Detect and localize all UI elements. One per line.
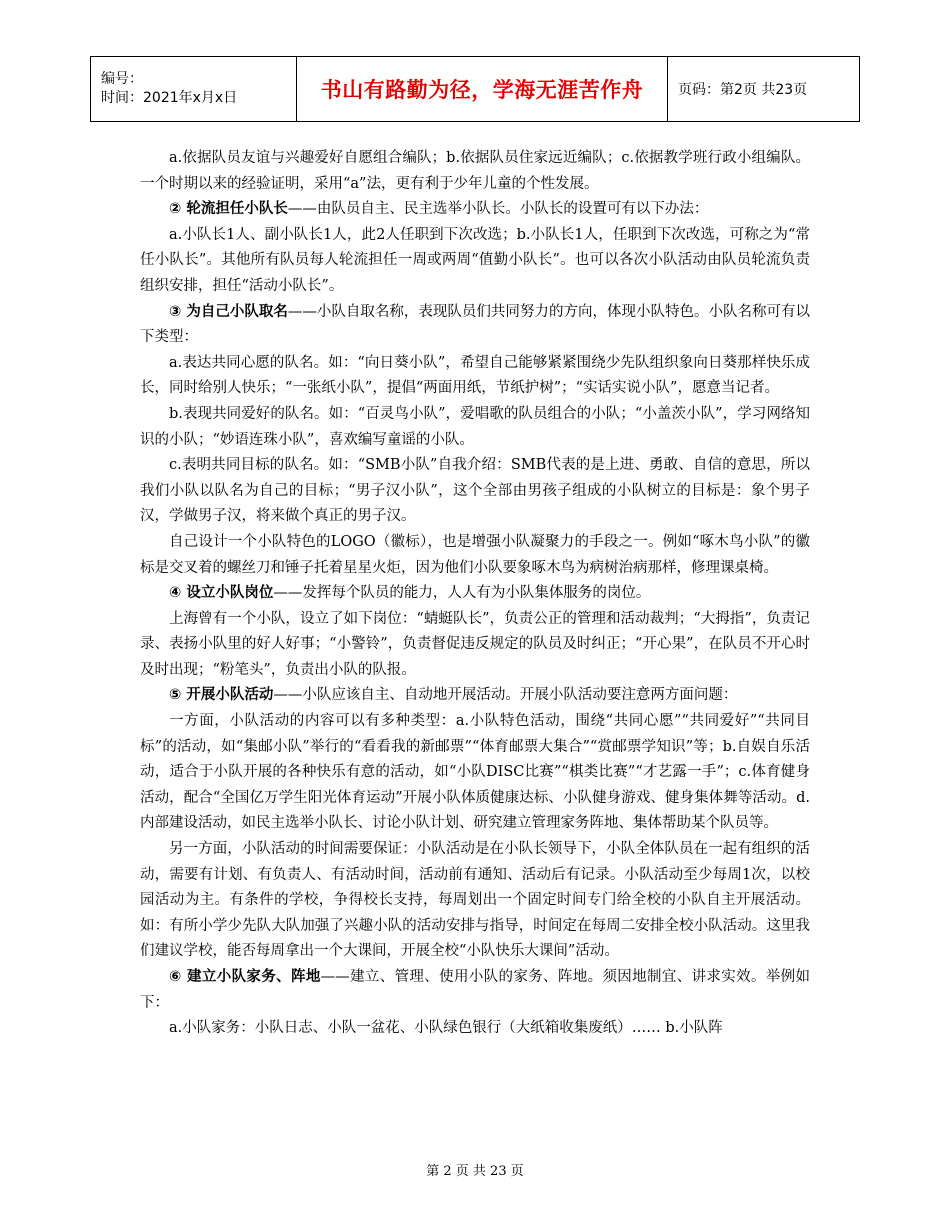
paragraph-text: 上海曾有一个小队，设立了如下岗位：“蜻蜓队长”，负责公正的管理和活动裁判；“大拇指”，负责记录、表扬小队里的好人好事；“小警铃”，负责督促违反规定的队员及时纠正；“开心果”，在队员不开心时及时出现；“粉笔头”，负责出小队的队报。 — [140, 610, 810, 678]
section-heading: ③ 为自己小队取名 — [169, 303, 288, 320]
document-number-label: 编号： — [101, 71, 143, 87]
paragraph-text: 一方面，小队活动的内容可以有多种类型：a.小队特色活动，围绕“共同心愿”“共同爱好”“共同目标”的活动，如“集邮小队”举行的“看看我的新邮票”“体育邮票大集合”“赏邮票学知识”等；b.自娱自乐活动，适合于小队开展的各种快乐有意的活动，如“小队DISC比赛”“棋类比赛”“才艺露一手”；c.体育健身活动，配合“全国亿万学生阳光体育运动”开展小队体质健康达标、小队健身游戏、健身集体舞等活动。d.内部建设活动，如民主选举小队长、讨论小队计划、研究建立管理家务阵地、集体帮助某个队员等。 — [140, 713, 810, 832]
paragraph-text: ——发挥每个队员的能力，人人有为小队集体服务的岗位。 — [273, 585, 651, 602]
paragraph-text: 另一方面，小队活动的时间需要保证：小队活动是在小队长领导下，小队全体队员在一起有组织的活动，需要有计划、有负责人、有活动时间，活动前有通知、活动后有记录。小队活动至少每周1次，以校园活动为主。有条件的学校，争得校长支持，每周划出一个固定时间专门给全校的小队自主开展活动。如：有所小学少先队大队加强了兴趣小队的活动安排与指导，时间定在每周二安排全校小队活动。这里我们建议学校，能否每周拿出一个大课间，开展全校“小队快乐大课间”活动。 — [140, 841, 810, 960]
paragraph-text: a.表达共同心愿的队名。如：“向日葵小队”，希望自己能够紧紧围绕少先队组织象向日葵那样快乐成长，同时给别人快乐；“一张纸小队”，提倡“两面用纸，节纸护树”；“实话实说小队”，愿意当记者。 — [140, 354, 810, 397]
section-heading: ⑤ 开展小队活动 — [169, 687, 274, 704]
body-paragraph — [140, 300, 810, 351]
paragraph-text: 自己设计一个小队特色的LOGO（徽标），也是增强小队凝聚力的手段之一。例如“啄木鸟小队”的徽标是交叉着的螺丝刀和锤子托着星星火炬，因为他们小队要象啄木鸟为病树治病那样，修理课桌椅。 — [140, 533, 810, 576]
body-paragraph — [140, 351, 810, 402]
body-paragraph — [140, 146, 810, 197]
paragraph-text: ——小队应该自主、自动地开展活动。开展小队活动要注意两方面问题： — [273, 687, 738, 704]
document-body — [140, 146, 810, 1042]
body-paragraph — [140, 709, 810, 837]
body-paragraph — [140, 402, 810, 453]
body-paragraph — [140, 530, 810, 581]
paragraph-text: a.小队长1人、副小队长1人，此2人任职到下次改选；b.小队长1人，任职到下次改选，可称之为“常任小队长”。其他所有队员每人轮流担任一周或两周“值勤小队长”。也可以各次小队活动由队员轮流负责组织安排，担任“活动小队长”。 — [140, 226, 810, 294]
header-meta — [91, 57, 297, 122]
header-table — [90, 56, 860, 122]
body-paragraph — [140, 197, 810, 223]
section-heading: ⑥ 建立小队家务、阵地 — [169, 969, 321, 985]
body-paragraph — [140, 223, 810, 300]
section-heading: ④ 设立小队岗位 — [169, 585, 274, 602]
body-paragraph — [140, 837, 810, 965]
header-motto: 书山有路勤为径，学海无涯苦作舟 — [297, 57, 668, 122]
body-paragraph — [140, 453, 810, 530]
paragraph-text: ——小队自取名称，表现队员们共同努力的方向，体现小队特色。小队名称可有以下类型： — [140, 303, 811, 346]
body-paragraph — [140, 607, 810, 684]
paragraph-text: a.依据队员友谊与兴趣爱好自愿组合编队；b.依据队员住家远近编队；c.依据教学班行政小组编队。一个时期以来的经验证明，采用“a”法，更有利于少年儿童的个性发展。 — [140, 150, 810, 192]
paragraph-text: a.小队家务：小队日志、小队一盆花、小队绿色银行（大纸箱收集废纸）…… b.小队阵 — [169, 1020, 723, 1037]
body-paragraph — [140, 683, 810, 709]
paragraph-text: b.表现共同爱好的队名。如：“百灵鸟小队”，爱唱歌的队员组合的小队；“小盖茨小队”，学习网络知识的小队；“妙语连珠小队”，喜欢编写童谣的小队。 — [140, 405, 810, 448]
body-paragraph — [140, 1016, 810, 1042]
document-date: 时间：2021年x月x日 — [101, 90, 238, 106]
paragraph-text: c.表明共同目标的队名。如：“SMB小队”自我介绍：SMB代表的是上进、勇敢、自信的意思，所以我们小队以队名为自己的目标；“男子汉小队”，这个全部由男孩子组成的小队树立的目标是：象个男子汉，学做男子汉，将来做个真正的男子汉。 — [140, 457, 810, 525]
paragraph-text: ——建立、管理、使用小队的家务、阵地。须因地制宜、讲求实效。举例如下： — [140, 969, 810, 1011]
header-page-number: 页码：第2页 共23页 — [668, 57, 860, 122]
paragraph-text: ——由队员自主、民主选举小队长。小队长的设置可有以下办法： — [287, 201, 709, 218]
page-footer: 第 2 页 共 23 页 — [426, 1164, 524, 1179]
body-paragraph — [140, 965, 810, 1016]
body-paragraph — [140, 581, 810, 607]
section-heading: ② 轮流担任小队长 — [169, 201, 288, 218]
